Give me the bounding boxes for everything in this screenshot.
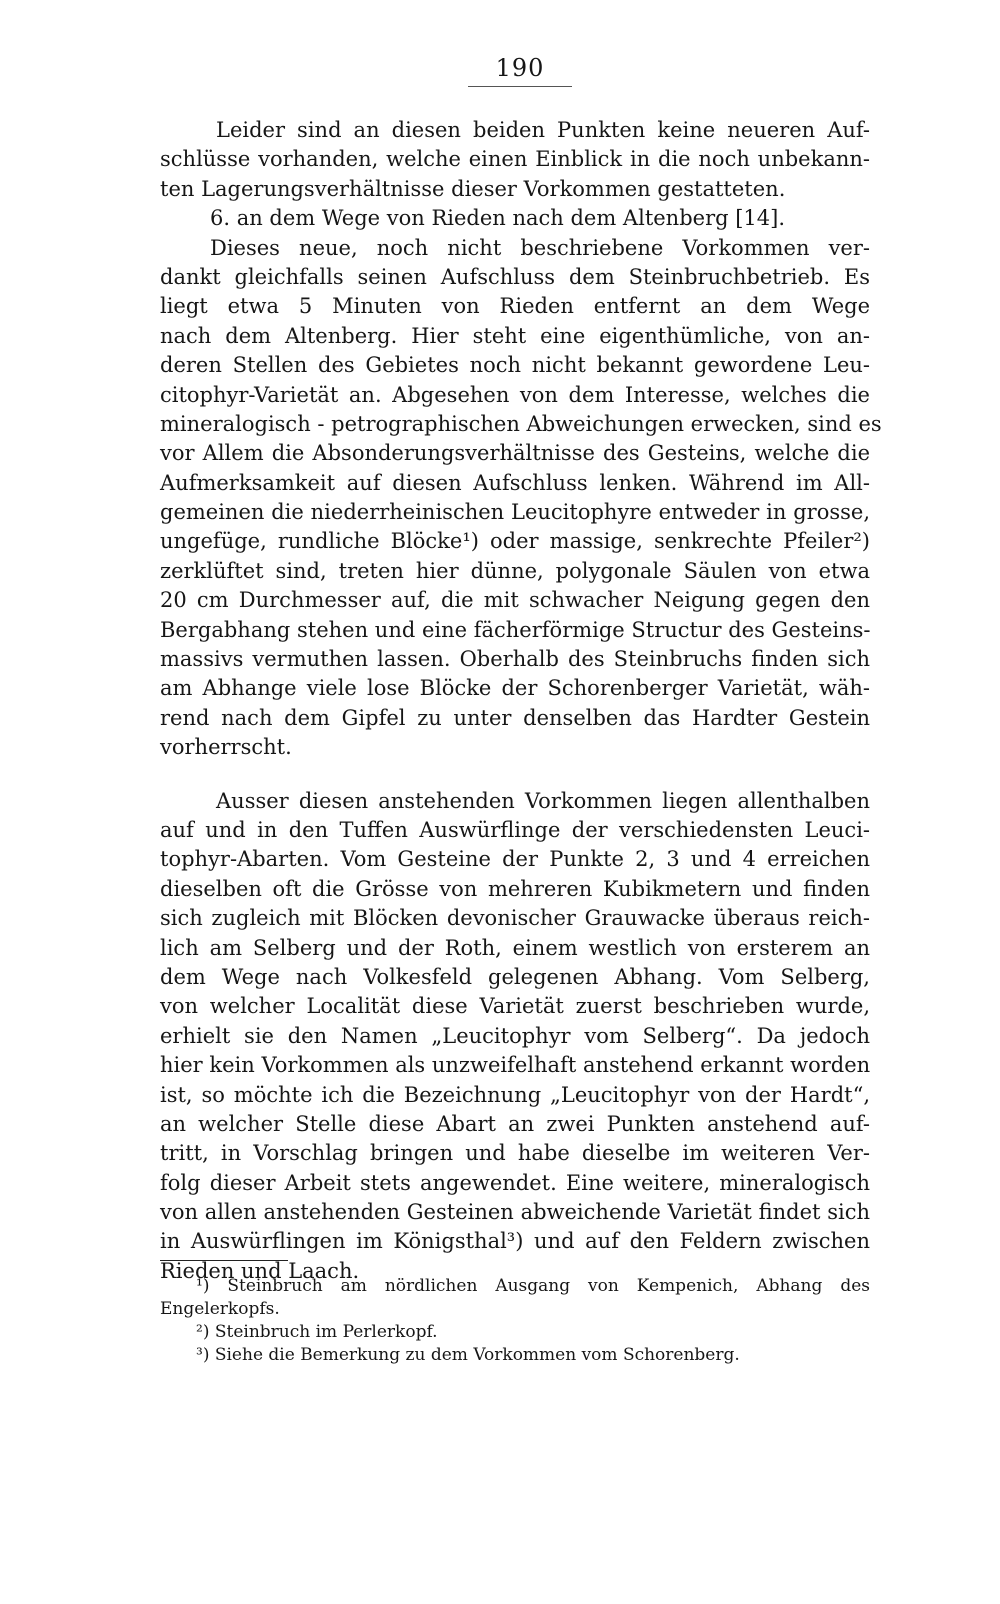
text-line: lich am Selberg und der Roth, einem westlich von ersterem an <box>160 935 870 960</box>
footnote-1-cont: Engelerkopfs. <box>160 1299 280 1319</box>
paragraph-gap <box>160 763 870 787</box>
text-line: deren Stellen des Gebietes noch nicht bekannt gewordene Leu- <box>160 353 870 378</box>
body-text <box>160 116 882 1286</box>
text-line: tophyr-Abarten. Vom Gesteine der Punkte 2, 3 und 4 erreichen <box>160 847 870 872</box>
text-line: citophyr-Varietät an. Abgesehen von dem Interesse, welches die <box>160 382 870 407</box>
footnote-rule <box>160 1260 288 1261</box>
section-heading: 6. an dem Wege von Rieden nach dem Altenberg [14]. <box>210 206 786 231</box>
text-line: am Abhange viele lose Blöcke der Schorenberger Varietät, wäh- <box>160 676 870 701</box>
text-line: ten Lagerungsverhältnisse dieser Vorkommen gestatteten. <box>160 176 786 201</box>
page-number-rule <box>468 86 572 87</box>
text-line: dem Wege nach Volkesfeld gelegenen Abhang. Vom Selberg, <box>160 964 870 989</box>
text-line: nach dem Altenberg. Hier steht eine eigenthümliche, von an- <box>160 323 870 348</box>
text-line: Aufmerksamkeit auf diesen Aufschluss lenken. Während im All- <box>160 470 870 495</box>
text-line: 20 cm Durchmesser auf, die mit schwacher Neigung gegen den <box>160 588 870 613</box>
text-line: Bergabhang stehen und eine fächerförmige Structur des Gesteins- <box>160 617 871 642</box>
text-line: tritt, in Vorschlag bringen und habe dieselbe im weiteren Ver- <box>160 1141 870 1166</box>
text-line: hier kein Vorkommen als unzweifelhaft anstehend erkannt worden <box>160 1053 871 1078</box>
text-line: ungefüge, rundliche Blöcke¹) oder massige, senkrechte Pfeiler²) <box>160 529 870 554</box>
text-line: an welcher Stelle diese Abart an zwei Punkten anstehend auf- <box>160 1111 870 1136</box>
text-line: dankt gleichfalls seinen Aufschluss dem Steinbruchbetrieb. Es <box>160 264 870 289</box>
text-line: gemeinen die niederrheinischen Leucitophyre entweder in grosse, <box>160 500 870 525</box>
text-line: vor Allem die Absonderungsverhältnisse des Gesteins, welche die <box>160 441 870 466</box>
text-line: Leider sind an diesen beiden Punkten keine neueren Auf- <box>216 118 870 142</box>
text-line: auf und in den Tuffen Auswürflinge der verschiedensten Leuci- <box>160 817 870 842</box>
text-line: von welcher Localität diese Varietät zuerst beschrieben wurde, <box>160 994 870 1019</box>
footnote-2: ²) Steinbruch im Perlerkopf. <box>196 1322 438 1342</box>
text-line: liegt etwa 5 Minuten von Rieden entfernt an dem Wege <box>160 294 870 319</box>
text-line: vorherrscht. <box>160 735 292 760</box>
footnote-3: ³) Siehe die Bemerkung zu dem Vorkommen vom Schorenberg. <box>196 1345 740 1365</box>
text-line: in Auswürflingen im Königsthal³) und auf den Feldern zwischen <box>160 1229 870 1254</box>
text-line: mineralogisch - petrographischen Abweichungen erwecken, sind es <box>160 411 882 436</box>
text-line: massivs vermuthen lassen. Oberhalb des Steinbruchs finden sich <box>160 647 870 672</box>
text-line: erhielt sie den Namen „Leucitophyr vom Selberg“. Da jedoch <box>160 1023 870 1048</box>
text-line: folg dieser Arbeit stets angewendet. Eine weitere, mineralogisch <box>160 1170 870 1195</box>
text-line: Dieses neue, noch nicht beschriebene Vorkommen ver- <box>210 235 870 260</box>
page-number: 190 <box>495 54 545 82</box>
text-line: Ausser diesen anstehenden Vorkommen liegen allenthalben <box>216 788 870 813</box>
text-line: sich zugleich mit Blöcken devonischer Grauwacke überaus reich- <box>160 906 870 931</box>
text-line: von allen anstehenden Gesteinen abweichende Varietät findet sich <box>160 1200 870 1225</box>
text-line: zerklüftet sind, treten hier dünne, polygonale Säulen von etwa <box>160 558 870 583</box>
text-line: ist, so möchte ich die Bezeichnung „Leucitophyr von der Hardt“, <box>160 1082 870 1107</box>
text-line: schlüsse vorhanden, welche einen Einblick in die noch unbekann- <box>160 147 870 172</box>
text-line: dieselben oft die Grösse von mehreren Kubikmetern und finden <box>160 876 870 901</box>
text-line: rend nach dem Gipfel zu unter denselben das Hardter Gestein <box>160 705 870 730</box>
text-line: Rieden und Laach. <box>160 1258 360 1283</box>
footnotes <box>160 1275 870 1367</box>
footnote-1: ¹) Steinbruch am nördlichen Ausgang von Kempenich, Abhang des <box>196 1276 870 1296</box>
